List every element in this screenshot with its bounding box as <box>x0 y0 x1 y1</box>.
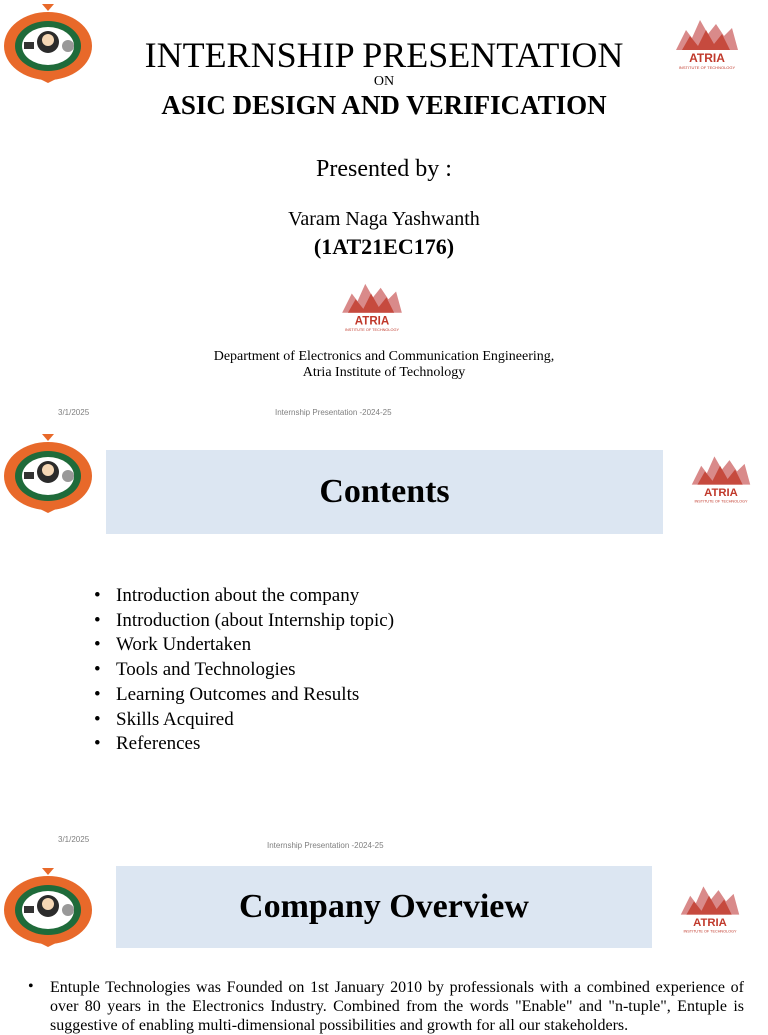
atria-logo-tagline: INSTITUTE OF TECHNOLOGY <box>344 328 400 332</box>
slide-title: Contents <box>319 473 450 510</box>
atria-logo-tagline: INSTITUTE OF TECHNOLOGY <box>683 929 737 934</box>
footer-title: Internship Presentation -2024-25 <box>275 408 392 417</box>
atria-logo-icon <box>677 882 743 934</box>
company-overview-paragraph: Entuple Technologies was Founded on 1st January 2010 by professionals with a combined experience of over 80 years in the Electronics Industry. Combined from the words "Enable" and "n-tuple", Entuple is suggestive of enabling multi-dimensional possibilities and growth for all our stakeholders. <box>50 979 744 1034</box>
footer-title: Internship Presentation -2024-25 <box>267 841 384 850</box>
atria-logo-center-icon <box>338 280 406 332</box>
presentation-title: INTERNSHIP PRESENTATION <box>144 35 624 75</box>
title-connector: ON <box>373 74 395 89</box>
vtu-emblem-icon <box>2 432 94 514</box>
institute-line: Atria Institute of Technology <box>302 365 466 380</box>
atria-logo-text: ATRIA <box>704 486 738 499</box>
slide-title-box <box>106 450 663 534</box>
bullet-marker: • <box>28 978 34 995</box>
list-item: • Tools and Technologies <box>94 658 394 683</box>
list-item: • Skills Acquired <box>94 708 394 733</box>
atria-logo-text: ATRIA <box>354 315 390 328</box>
atria-logo-tagline: INSTITUTE OF TECHNOLOGY <box>678 65 736 70</box>
presenter-name: Varam Naga Yashwanth <box>288 208 480 230</box>
presenter-usn: (1AT21EC176) <box>313 234 455 259</box>
vtu-emblem-icon <box>2 866 94 948</box>
contents-list <box>94 584 394 757</box>
title-slide <box>0 0 768 426</box>
contents-slide <box>0 426 768 852</box>
list-item: • References <box>94 732 394 757</box>
slide-title-box <box>116 866 652 948</box>
list-item: • Introduction (about Internship topic) <box>94 609 394 634</box>
footer-date: 3/1/2025 <box>58 408 90 417</box>
department-line: Department of Electronics and Communication Engineering, <box>213 349 555 364</box>
presented-by-label: Presented by : <box>316 156 452 182</box>
footer-date: 3/1/2025 <box>58 835 90 844</box>
list-item: • Work Undertaken <box>94 633 394 658</box>
atria-logo-text: ATRIA <box>689 51 725 65</box>
slide-title: Company Overview <box>239 888 529 925</box>
department-block <box>0 349 768 381</box>
atria-logo-text: ATRIA <box>693 916 727 929</box>
atria-logo-icon <box>688 452 754 504</box>
list-item: • Learning Outcomes and Results <box>94 683 394 708</box>
presentation-subtitle: ASIC DESIGN AND VERIFICATION <box>161 90 607 120</box>
company-overview-slide <box>0 852 768 1034</box>
list-item: • Introduction about the company <box>94 584 394 609</box>
atria-logo-tagline: INSTITUTE OF TECHNOLOGY <box>694 499 748 504</box>
